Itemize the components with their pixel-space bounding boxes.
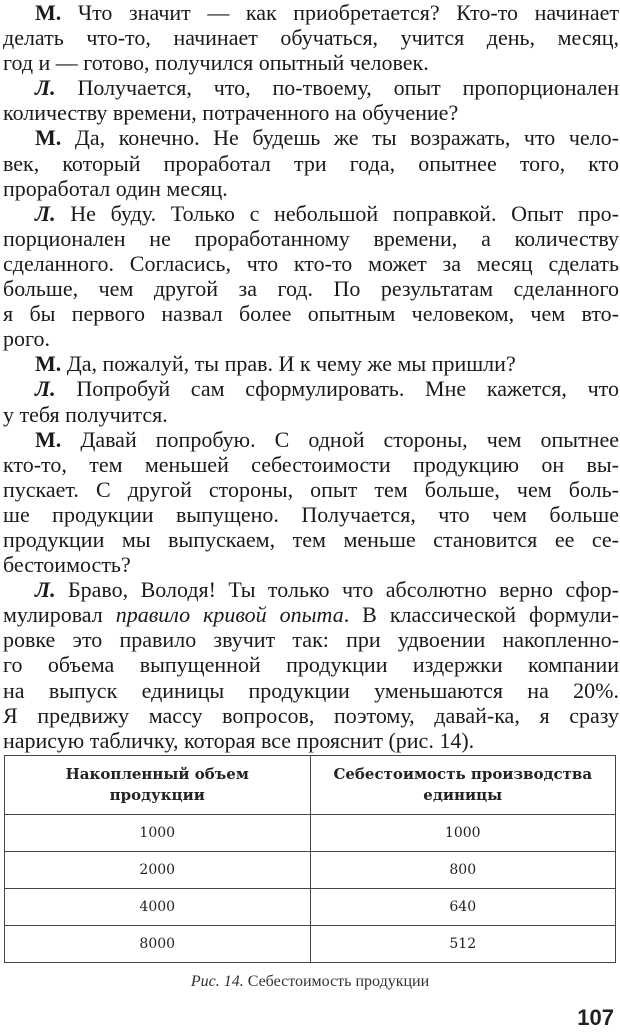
header-unit-cost: Себестоимость производства единицы	[310, 756, 616, 815]
text-line	[3, 326, 619, 351]
text-line-content: Давай попробую. С одной стороны, чем опытнее	[80, 426, 619, 452]
text-line	[3, 527, 619, 552]
text-line-content: Не буду. Только с небольшой поправкой. Опыт про-	[70, 200, 619, 226]
text-line-content: Что значит — как приобретается? Кто-то начинает	[77, 0, 619, 25]
text-line-content: Получается, что, по-твоему, опыт пропорционален	[77, 75, 619, 101]
text-line-content: продукции мы выпускаем, тем меньше становится ее се-	[3, 526, 619, 552]
text-line	[3, 703, 619, 728]
table-row	[5, 926, 616, 963]
text-line-content: ше продукции выпущено. Получается, что чем больше	[3, 501, 619, 527]
cell-cost: 800	[310, 852, 616, 889]
text-line	[3, 502, 619, 527]
text-line	[3, 0, 619, 25]
text-line-content: Да, пожалуй, ты прав. И к чему же мы пришли?	[66, 351, 516, 377]
text-line-content: год и — готово, получился опытный человек.	[3, 50, 429, 76]
dialogue-paragraph	[3, 351, 619, 376]
figure-caption	[0, 973, 620, 991]
table-row	[5, 852, 616, 889]
text-line	[3, 427, 619, 452]
text-line	[3, 251, 619, 276]
table-row	[5, 889, 616, 926]
text-line-content: больше, чем другой за год. По результатам сделанного	[3, 276, 619, 302]
dialogue-paragraph	[3, 0, 619, 75]
speaker-label: Л.	[35, 577, 56, 603]
text-line-content: количеству времени, потраченного на обучение?	[3, 100, 459, 126]
text-line-content: Да, конечно. Не будешь же ты возражать, что чело-	[74, 125, 619, 151]
text-line-content: рого.	[3, 326, 50, 352]
text-line-content: сделанного. Согласись, что кто-то может за месяц сделать	[3, 250, 619, 276]
text-line-content: порционален не проработанному времени, а количеству	[3, 225, 619, 251]
text-line	[3, 301, 619, 326]
text-line-content: Я предвижу массу вопросов, поэтому, давай-ка, я сразу	[3, 702, 619, 728]
figure-caption-text: Себестоимость продукции	[243, 973, 430, 990]
text-line	[3, 577, 619, 602]
dialogue-paragraph	[3, 125, 619, 200]
experience-curve-table	[4, 755, 616, 963]
cell-cost: 512	[310, 926, 616, 963]
speaker-label: М.	[35, 0, 62, 25]
text-line	[3, 728, 619, 753]
text-line-content: делать что-то, начинает обучаться, учится день, месяц,	[3, 25, 619, 51]
text-line	[3, 602, 619, 627]
text-line-content: мулировал	[3, 602, 116, 628]
text-line	[3, 50, 619, 75]
speaker-label: Л.	[35, 75, 56, 101]
text-line-content: я бы первого назвал более опытным человеком, чем вто-	[3, 301, 619, 327]
text-line-content: го объема выпущенной продукции издержки компании	[3, 652, 619, 678]
text-line	[3, 226, 619, 251]
dialogue-paragraph	[3, 75, 619, 125]
text-line	[3, 652, 619, 677]
text-line-content: . В классической формули-	[343, 602, 619, 628]
text-line-content: ровке это правило звучит так: при удвоении накопленно-	[3, 627, 619, 653]
speaker-label: Л.	[35, 376, 56, 402]
speaker-label: М.	[35, 351, 62, 377]
table-header-row	[5, 756, 616, 815]
speaker-label: М.	[35, 426, 62, 452]
text-line	[3, 552, 619, 577]
text-line	[3, 351, 619, 376]
cell-volume: 1000	[5, 815, 311, 852]
page-number: 107	[577, 1005, 614, 1030]
dialogue-paragraph	[3, 201, 619, 352]
text-line	[3, 125, 619, 150]
text-line-content: пускает. С другой стороны, опыт тем больше, чем боль-	[3, 476, 619, 502]
text-line-content: нарисую табличку, которая все прояснит (рис. 14).	[3, 727, 475, 753]
text-line-content: век, который проработал три года, опытнее того, кто	[3, 150, 619, 176]
cell-cost: 640	[310, 889, 616, 926]
dialogue-paragraph	[3, 376, 619, 426]
text-line-content: проработал один месяц.	[3, 175, 228, 201]
text-line	[3, 276, 619, 301]
dialogue-paragraph	[3, 577, 619, 753]
speaker-label: Л.	[35, 200, 56, 226]
text-line	[3, 678, 619, 703]
figure-caption-label: Рис. 14.	[190, 973, 244, 990]
speaker-label: М.	[35, 125, 62, 151]
text-line-content: кто-то, тем меньшей себестоимости продукцию он вы-	[3, 451, 619, 477]
dialogue-text	[3, 0, 619, 753]
text-line-content: бестоимость?	[3, 552, 131, 578]
emphasized-term: правило кривой опыта	[115, 602, 344, 628]
text-line	[3, 477, 619, 502]
text-line	[3, 402, 619, 427]
text-line	[3, 100, 619, 125]
dialogue-paragraph	[3, 427, 619, 578]
table-row	[5, 815, 616, 852]
text-line	[3, 376, 619, 401]
text-line	[3, 176, 619, 201]
text-line-content: Попробуй сам сформулировать. Мне кажется, что	[76, 376, 620, 402]
text-line	[3, 151, 619, 176]
text-line-content: Браво, Володя! Ты только что абсолютно верно сфор-	[68, 577, 619, 603]
cell-volume: 8000	[5, 926, 311, 963]
text-line-content: у тебя получится.	[3, 401, 168, 427]
text-line-content: на выпуск единицы продукции уменьшаются на 20%.	[3, 677, 619, 703]
cell-volume: 4000	[5, 889, 311, 926]
text-line	[3, 452, 619, 477]
cell-cost: 1000	[310, 815, 616, 852]
text-line	[3, 201, 619, 226]
header-cumulative-volume: Накопленный объем продукции	[5, 756, 311, 815]
text-line	[3, 25, 619, 50]
text-line	[3, 75, 619, 100]
cell-volume: 2000	[5, 852, 311, 889]
text-line	[3, 627, 619, 652]
